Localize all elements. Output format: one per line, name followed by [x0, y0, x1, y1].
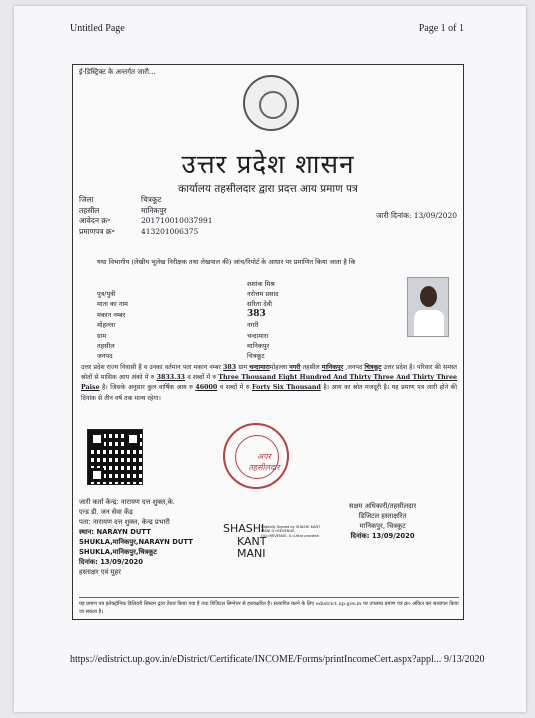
print-date: 9/13/2020 — [444, 654, 485, 665]
field-row — [97, 351, 279, 361]
field-label: मकान नम्बर — [97, 310, 126, 319]
field-row — [97, 340, 279, 350]
field-row — [97, 288, 279, 298]
applicant-photo — [407, 277, 449, 337]
signer-name: SHASHI — [223, 522, 265, 535]
field-label: मोहल्ला — [97, 321, 116, 330]
field-value: 383 — [247, 309, 266, 320]
intro-text: यथा विभागीय (लेखीय भूलेख निरीक्षक तथा लेखपाल की) जांच/रिपोर्ट के आधार पर प्रमाणित किया जाता है कि — [97, 258, 356, 266]
meta-row — [79, 195, 213, 206]
issuing-line: एन्ड डी. जन सेवा केंद्र — [79, 508, 133, 516]
field-value: मानिकपुर — [247, 342, 270, 351]
issue-date: जारी दिनांक: 13/09/2020 — [376, 211, 457, 220]
government-title: उत्तर प्रदेश शासन — [181, 150, 355, 180]
field-label: पुत्र/पुत्री — [97, 290, 116, 299]
meta-label: आवेदन क्र॰ — [79, 216, 111, 225]
certificate-meta — [79, 195, 213, 237]
office-title: कार्यालय तहसीलदार द्वारा प्रदत्त आय प्रमाण पत्र — [178, 183, 358, 195]
issued-note: ई-डिस्ट्रिक्ट के अन्तर्गत जारी... — [79, 68, 156, 76]
meta-value: 201710010037991 — [141, 216, 213, 225]
authority-line: डिजिटल हस्ताक्षरित — [358, 512, 407, 520]
emblem-icon — [243, 75, 299, 131]
field-label: ग्राम — [97, 331, 107, 340]
footer-note: यह प्रमाण पत्र इलेक्ट्रॉनिक डिलिवरी सिस्टम द्वारा तैयार किया गया है तथा डिजिटल सिग्नेचर से हस्ताक्षरित है। सत्यापित करने के लिए edistrict.up.gov.in पर उपलब्ध प्रमाण पत्र क्र० अंकित कर सत्यापन किया जा सकता है। — [79, 597, 459, 616]
field-label: माता का नाम — [97, 300, 128, 309]
issuing-line: हस्ताक्षर एवं मुहर — [79, 568, 121, 576]
stamp-text: अपर तहसीलदार — [248, 452, 280, 472]
page-number: Page 1 of 1 — [418, 23, 464, 34]
certificate-body-text: उत्तर प्रदेश राज्य निवासी हैं व उनका वर्तमान पता मकान नम्बर 383 ग्राम चन्दामारामोहल्ला नगरी तहसील मानिकपुर ,जनपद चित्रकूट उत्तर प्रदेश है। परिवार की समस्त स्रोतों से मासिक आय अंको में रु 3833.33 व शब्दों में रु Three Thousand Eight Hundred And Thirty Three And Thirty Three Paise है। जिसके अनुसार कुल वार्षिक आय रु 46000 व शब्दों में रु Forty Six Thousand है। आय का स्रोत मजदूरी है। यह प्रमाण पत्र जारी होने की दिनांक से तीन वर्ष तक मान्य रहेगा। — [81, 364, 458, 402]
qr-code-icon — [87, 429, 143, 485]
meta-row — [79, 227, 213, 238]
authority-line: मानिकपुर, चित्रकूट — [359, 522, 406, 530]
authority-info — [349, 501, 416, 541]
field-value: नगरी — [247, 321, 259, 330]
field-row — [97, 299, 279, 309]
field-label: तहसील — [97, 342, 115, 351]
issuing-line: SHUKLA,मानिकपुर,चित्रकूट — [79, 548, 157, 556]
meta-row — [79, 206, 213, 217]
page-url: https://edistrict.up.gov.in/eDistrict/Certificate/INCOME/Forms/printIncomeCert.aspx?appl... — [70, 654, 442, 665]
field-value: चित्रकूट — [247, 352, 265, 361]
field-value: चन्दामारा — [247, 331, 269, 340]
issuing-line: SHUKLA,मानिकपुर,NARAYN DUTT — [79, 538, 193, 546]
meta-label: तहसील — [79, 205, 100, 215]
certificate — [72, 64, 464, 620]
issuing-line: जारी कर्ता केन्द्र: नारायण दत्त शुक्ल,के. — [79, 498, 175, 506]
signer-name: MANI — [237, 547, 266, 560]
official-stamp — [223, 423, 289, 489]
paper — [14, 6, 526, 712]
authority-line: दिनांक: 13/09/2020 — [350, 532, 415, 540]
field-row — [97, 309, 279, 319]
issuing-line: दिनांक: 13/09/2020 — [79, 558, 144, 566]
field-label: जनपद — [97, 352, 113, 361]
field-row — [97, 278, 279, 288]
field-row — [97, 320, 279, 330]
signer-name: KANT — [237, 534, 267, 548]
meta-value: मानिकपुर — [141, 205, 167, 215]
issuing-line: पता: नारायण दत्त शुक्ल, केन्द्र प्रभारी — [79, 518, 170, 526]
signature-note: Digitally Signed by SHASHI KANT MANI O=REVENUE, OU=REVENUE, S=Uttar pradesh — [261, 525, 321, 538]
meta-row — [79, 216, 213, 227]
meta-value: 413201006375 — [141, 226, 199, 236]
authority-line: सक्षम अधिकारी/तहसीलदार — [349, 502, 417, 510]
field-value: नरोत्तम प्रसाद — [247, 290, 279, 299]
meta-label: प्रमाणपत्र क्र॰ — [79, 226, 115, 236]
meta-value: चित्रकूट — [141, 195, 162, 204]
field-value: शशांक मिश्र — [247, 279, 275, 288]
page-header-title: Untitled Page — [70, 23, 125, 34]
field-row — [97, 330, 279, 340]
issuing-line: स्थान: NARAYN DUTT — [79, 528, 151, 536]
meta-label: जिला — [79, 195, 94, 204]
applicant-fields — [97, 278, 279, 361]
digital-signer — [223, 523, 267, 561]
field-value: सरिता देवी — [247, 300, 272, 309]
